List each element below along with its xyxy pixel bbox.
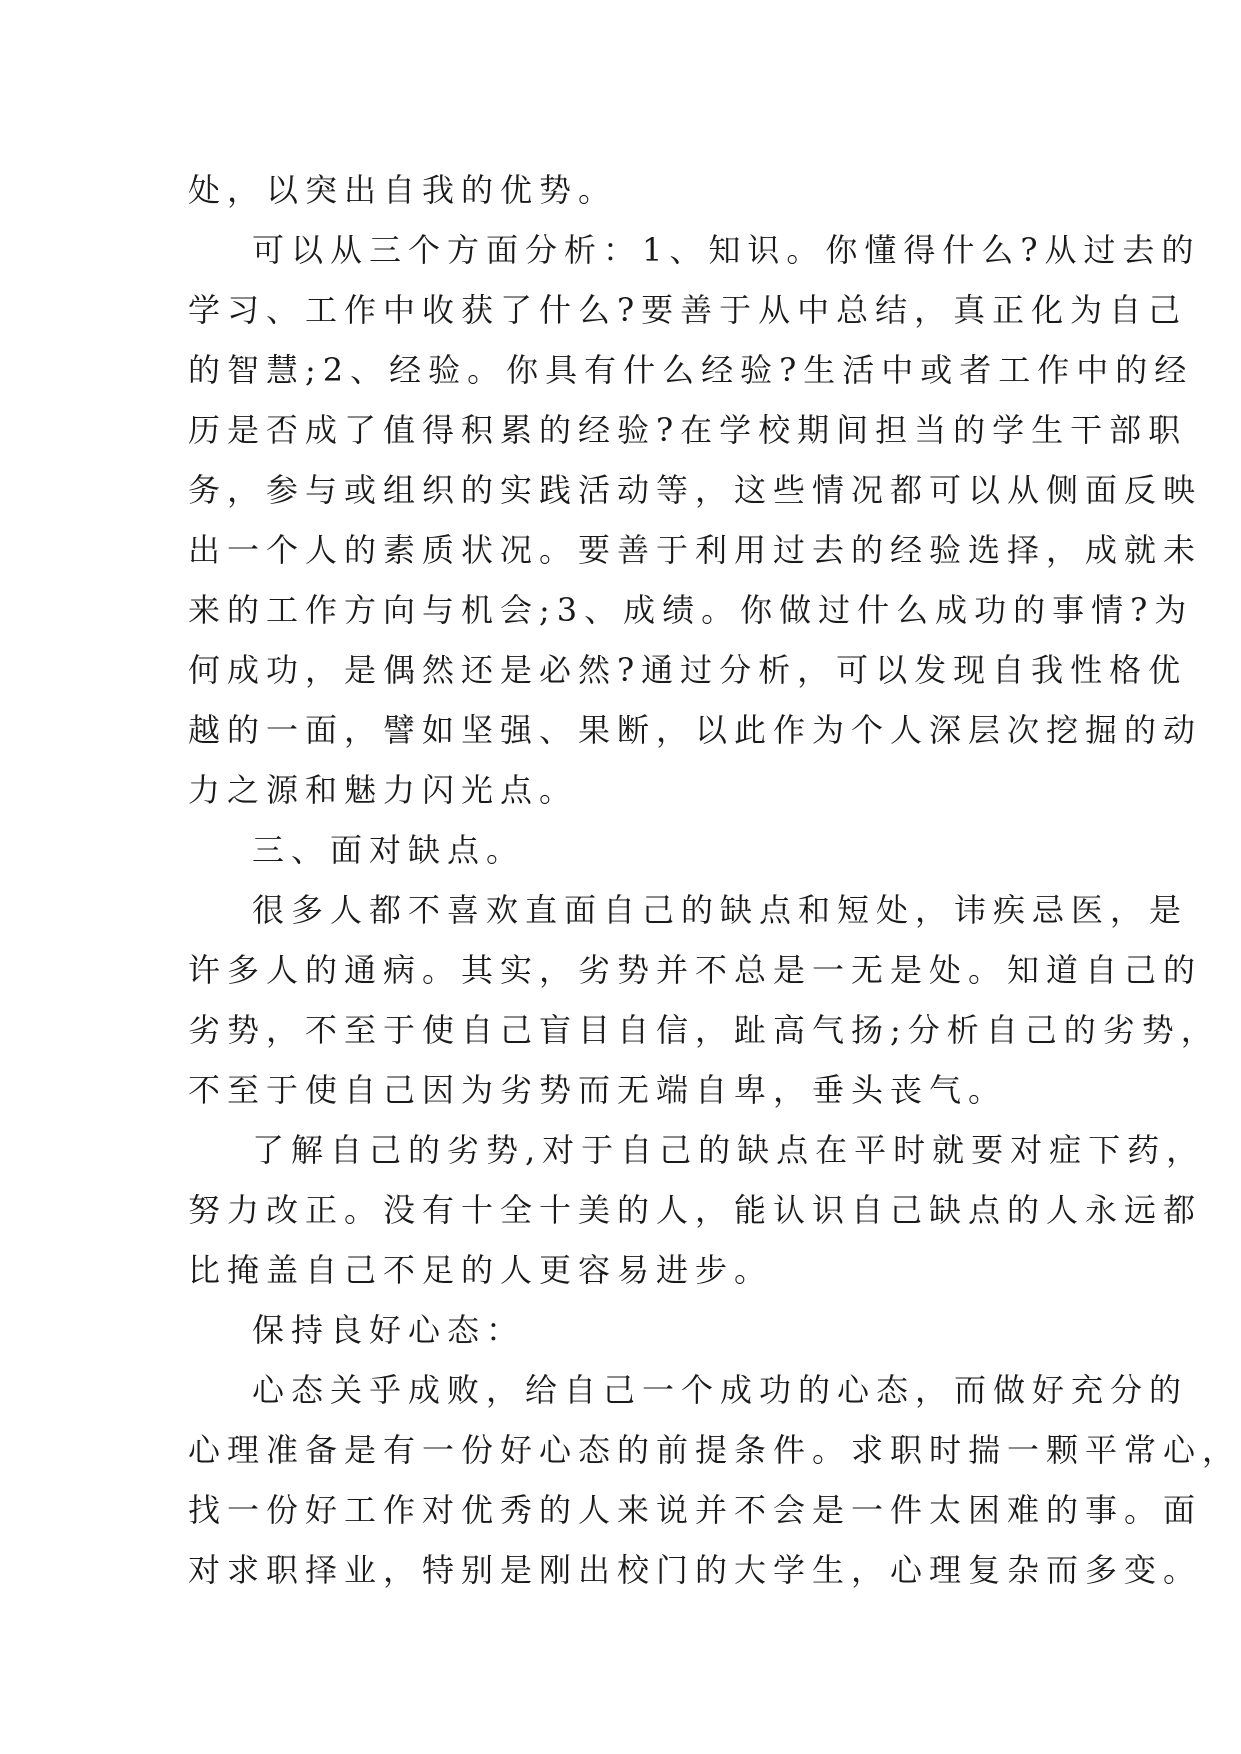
text-line: 心态关乎成败，给自己一个成功的心态，而做好充分的 [252,1371,1189,1409]
text-line: 学习、工作中收获了什么?要善于从中总结，真正化为自己 [188,291,1188,329]
text-line: 越的一面，譬如坚强、果断，以此作为个人深层次挖掘的动 [188,711,1203,749]
text-line: 出一个人的素质状况。要善于利用过去的经验选择，成就未 [188,531,1203,569]
text-line: 力之源和魅力闪光点。 [188,771,579,809]
text-line: 可以从三个方面分析：1、知识。你懂得什么?从过去的 [252,231,1201,269]
text-line: 心理准备是有一份好心态的前提条件。求职时揣一颗平常心， [188,1431,1241,1469]
text-line: 历是否成了值得积累的经验?在学校期间担当的学生干部职 [188,411,1188,449]
section-heading: 三、面对缺点。 [252,831,526,869]
text-line: 许多人的通病。其实，劣势并不总是一无是处。知道自己的 [188,951,1203,989]
text-line: 处，以突出自我的优势。 [188,171,618,209]
section-heading: 保持良好心态： [252,1311,526,1349]
text-line: 努力改正。没有十全十美的人，能认识自己缺点的人永远都 [188,1191,1203,1229]
text-line: 务，参与或组织的实践活动等，这些情况都可以从侧面反映 [188,471,1203,509]
text-line: 了解自己的劣势,对于自己的缺点在平时就要对症下药， [252,1131,1206,1169]
text-line: 来的工作方向与机会;3、成绩。你做过什么成功的事情?为 [188,591,1194,629]
text-line: 找一份好工作对优秀的人来说并不会是一件太困难的事。面 [188,1491,1203,1529]
text-line: 何成功，是偶然还是必然?通过分析，可以发现自我性格优 [188,651,1188,689]
text-line: 不至于使自己因为劣势而无端自卑，垂头丧气。 [188,1071,1008,1109]
text-line: 对求职择业，特别是刚出校门的大学生，心理复杂而多变。 [188,1551,1203,1589]
text-line: 的智慧;2、经验。你具有什么经验?生活中或者工作中的经 [188,351,1194,389]
document-body [188,160,1241,1600]
text-line: 劣势，不至于使自己盲目自信，趾高气扬;分析自己的劣势， [188,1011,1220,1049]
text-line: 比掩盖自己不足的人更容易进步。 [188,1251,774,1289]
text-line: 很多人都不喜欢直面自己的缺点和短处，讳疾忌医，是 [252,891,1189,929]
